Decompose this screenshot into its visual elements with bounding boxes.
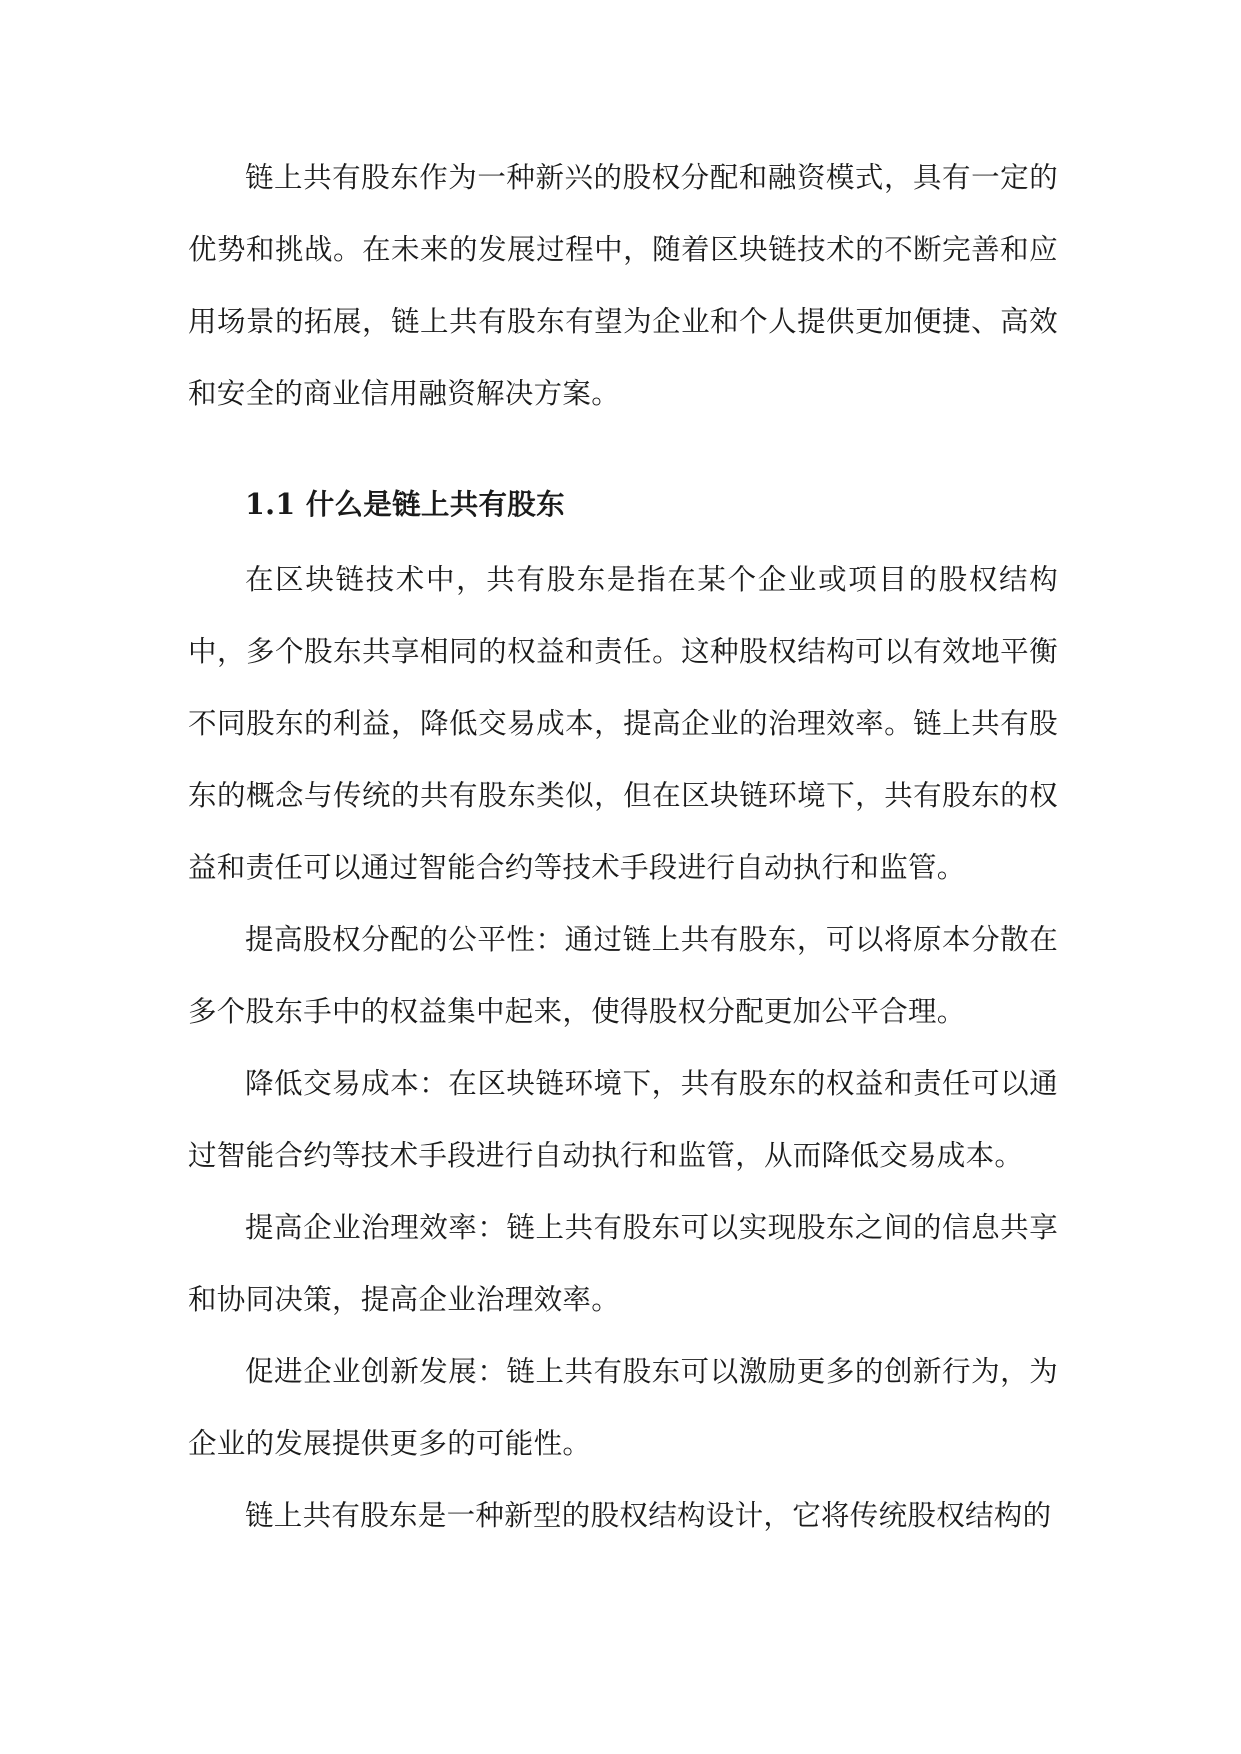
section-heading: 1.1 什么是链上共有股东 — [245, 487, 565, 521]
paragraph-structure-design: 链上共有股东是一种新型的股权结构设计，它将传统股权结构的 — [245, 1499, 1052, 1532]
paragraph-transaction-cost: 降低交易成本：在区块链环境下，共有股东的权益和责任可以通过智能合约等技术手段进行自动执行和监管，从而降低交易成本。 — [188, 1067, 1058, 1172]
paragraph-fairness: 提高股权分配的公平性：通过链上共有股东，可以将原本分散在多个股东手中的权益集中起来，使得股权分配更加公平合理。 — [188, 923, 1058, 1028]
paragraph-governance: 提高企业治理效率：链上共有股东可以实现股东之间的信息共享和协同决策，提高企业治理效率。 — [188, 1211, 1058, 1316]
document-body — [188, 142, 1058, 1552]
paragraph-innovation: 促进企业创新发展：链上共有股东可以激励更多的创新行为，为企业的发展提供更多的可能性。 — [188, 1355, 1058, 1460]
intro-paragraph: 链上共有股东作为一种新兴的股权分配和融资模式，具有一定的优势和挑战。在未来的发展过程中，随着区块链技术的不断完善和应用场景的拓展，链上共有股东有望为企业和个人提供更加便捷、高效和安全的商业信用融资解决方案。 — [188, 161, 1058, 410]
paragraph-definition: 在区块链技术中，共有股东是指在某个企业或项目的股权结构中，多个股东共享相同的权益和责任。这种股权结构可以有效地平衡不同股东的利益，降低交易成本，提高企业的治理效率。链上共有股东的概念与传统的共有股东类似，但在区块链环境下，共有股东的权益和责任可以通过智能合约等技术手段进行自动执行和监管。 — [188, 563, 1058, 884]
